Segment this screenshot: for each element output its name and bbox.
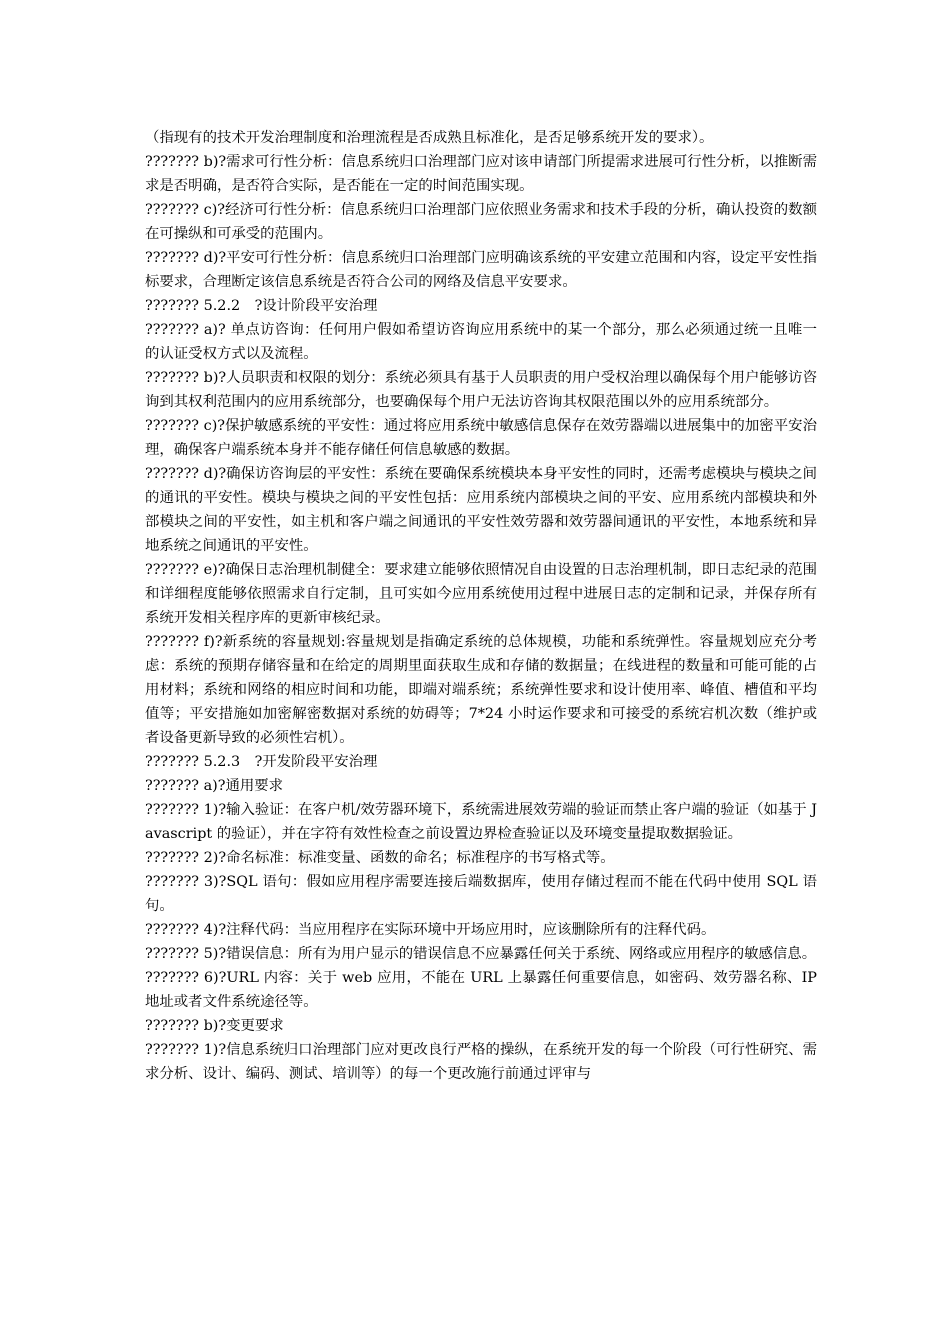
paragraph-sql-statements: ??????? 3)?SQL 语句：假如应用程序需要连接后端数据库，使用存储过程而不能在代码中使用 SQL 语句。 xyxy=(145,874,817,914)
paragraph-change-control: ??????? 1)?信息系统归口治理部门应对更改良行严格的操纵，在系统开发的每一个阶段（可行性研究、需求分析、设计、编码、测试、培训等）的每一个更改施行前通过评审与 xyxy=(145,1042,817,1082)
paragraph-capacity-planning: ??????? f)?新系统的容量规划:容量规划是指确定系统的总体规模，功能和系统弹性。容量规划应充分考虑：系统的预期存储容量和在给定的周期里面获取生成和存储的数据量；在线进程的数量和可能可能的占用材料；系统和网络的相应时间和功能，即端对端系统；系统弹性要求和设计使用率、峰值、槽值和平均值等；平安措施如加密解密数据对系统的妨碍等；7*24 小时运作要求和可接受的系统宕机次数（维护或者设备更新导致的必须性宕机）。 xyxy=(145,634,817,746)
paragraph-comment-code: ??????? 4)?注释代码：当应用程序在实际环境中开场应用时，应该删除所有的注释代码。 xyxy=(145,922,716,938)
paragraph-security-feasibility: ??????? d)?平安可行性分析：信息系统归口治理部门应明确该系统的平安建立范围和内容，设定平安性指标要求，合理断定该信息系统是否符合公司的网络及信息平安要求。 xyxy=(145,250,817,290)
section-heading-5-2-3: ??????? 5.2.3 ?开发阶段平安治理 xyxy=(145,754,378,770)
paragraph-naming-standards: ??????? 2)?命名标准：标准变量、函数的命名；标准程序的书写格式等。 xyxy=(145,850,615,866)
subheading-general-requirements: ??????? a)?通用要求 xyxy=(145,778,284,794)
paragraph-input-validation: ??????? 1)?输入验证：在客户机/效劳器环境下，系统需进展效劳端的验证而禁止客户端的验证（如基于 Javascript 的验证），并在字符有效性检查之前设置边界检查验证以及环境变量提取数据验证。 xyxy=(145,802,817,842)
paragraph-error-messages: ??????? 5)?错误信息：所有为用户显示的错误信息不应暴露任何关于系统、网络或应用程序的敏感信息。 xyxy=(145,946,817,962)
paragraph-economic-feasibility: ??????? c)?经济可行性分析：信息系统归口治理部门应依照业务需求和技术手段的分析，确认投资的数额在可操纵和可承受的范围内。 xyxy=(145,202,817,242)
paragraph-role-permissions: ??????? b)?人员职责和权限的划分：系统必须具有基于人员职责的用户受权治理以确保每个用户能够访咨询到其权利范围内的应用系统部分，也要确保每个用户无法访咨询其权限范围以外的应用系统部分。 xyxy=(145,370,817,410)
subheading-change-requirements: ??????? b)?变更要求 xyxy=(145,1018,284,1034)
paragraph-demand-feasibility: ??????? b)?需求可行性分析：信息系统归口治理部门应对该申请部门所提需求进展可行性分析，以推断需求是否明确，是否符合实际，是否能在一定的时间范围实现。 xyxy=(145,154,817,194)
paragraph-sensitive-data: ??????? c)?保护敏感系统的平安性：通过将应用系统中敏感信息保存在效劳器端以进展集中的加密平安治理，确保客户端系统本身并不能存储任何信息敏感的数据。 xyxy=(145,418,817,458)
paragraph-access-layer: ??????? d)?确保访咨询层的平安性：系统在要确保系统模块本身平安性的同时，还需考虑模块与模块之间的通讯的平安性。模块与模块之间的平安性包括：应用系统内部模块之间的平安、应用系统内部模块和外部模块之间的平安性，如主机和客户端之间通讯的平安性效劳器和效劳器间通讯的平安性，本地系统和异地系统之间通讯的平安性。 xyxy=(145,466,817,554)
paragraph-framework-note: （指现有的技术开发治理制度和治理流程是否成熟且标准化，是否足够系统开发的要求）。 xyxy=(145,130,714,146)
document-body xyxy=(145,126,817,1086)
paragraph-single-sign-on: ??????? a)? 单点访咨询：任何用户假如希望访咨询应用系统中的某一个部分，那么必须通过统一且唯一的认证受权方式以及流程。 xyxy=(145,322,817,362)
section-heading-5-2-2: ??????? 5.2.2 ?设计阶段平安治理 xyxy=(145,298,378,314)
paragraph-log-management: ??????? e)?确保日志治理机制健全：要求建立能够依照情况自由设置的日志治理机制，即日志纪录的范围和详细程度能够依照需求自行定制，且可实如今应用系统使用过程中进展日志的定制和记录，并保存所有系统开发相关程序库的更新审核纪录。 xyxy=(145,562,817,626)
paragraph-url-content: ??????? 6)?URL 内容：关于 web 应用，不能在 URL 上暴露任何重要信息，如密码、效劳器名称、IP 地址或者文件系统途径等。 xyxy=(145,970,817,1010)
